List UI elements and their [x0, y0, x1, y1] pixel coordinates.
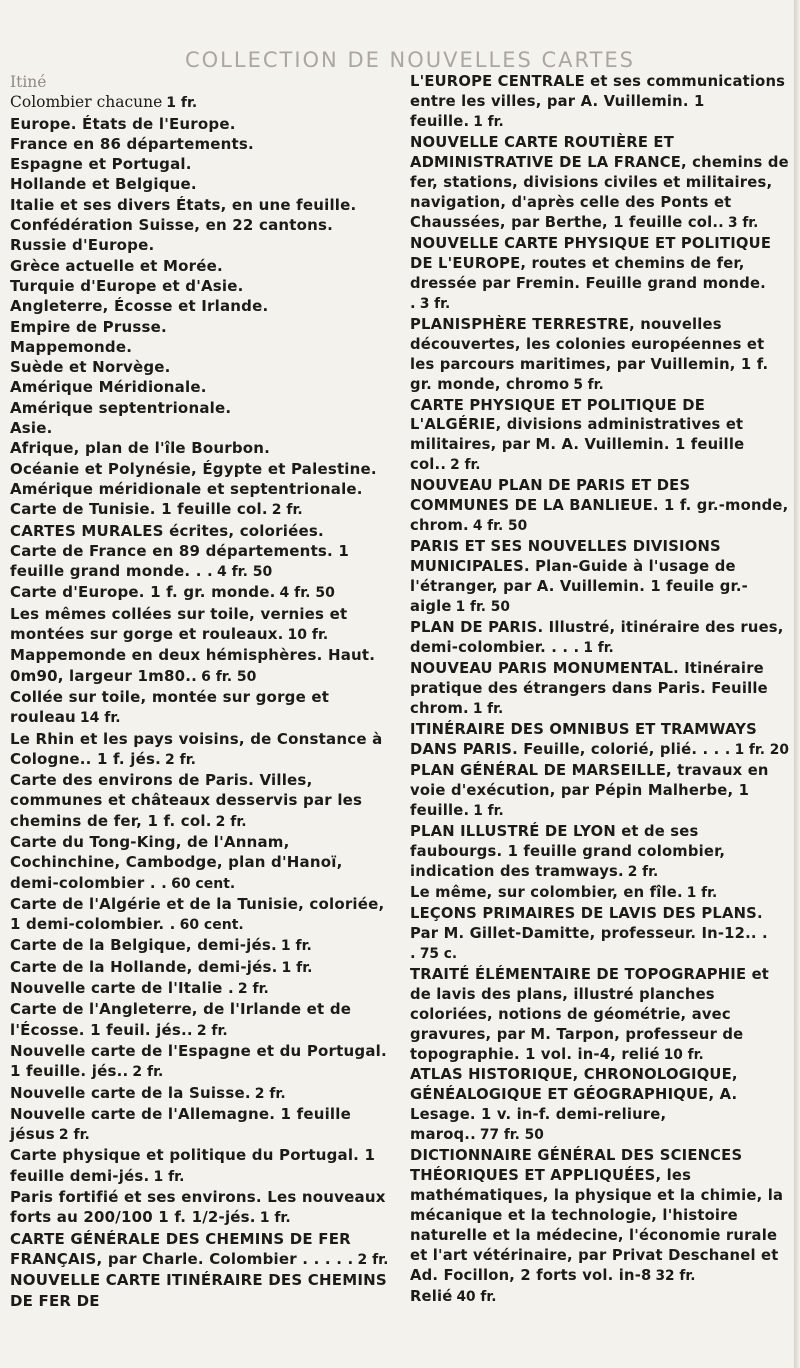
- catalog-entry: [10, 337, 395, 357]
- entry-text: Hollande et Belgique.: [10, 175, 197, 194]
- entry-text: Paris fortifié et ses environs. Les nouveaux forts au 200/100 1 f. 1/2-jés.: [10, 1188, 386, 1227]
- catalog-entry: [10, 1270, 395, 1311]
- catalog-entry: [410, 1146, 792, 1287]
- entry-text: Mappemonde en deux hémisphères. Haut. 0m90, largeur 1m80..: [10, 646, 376, 685]
- entry-text: Océanie et Polynésie, Égypte et Palestine.: [10, 459, 377, 478]
- entry-price: 60 cent.: [171, 875, 236, 892]
- entry-price: 1 fr.: [259, 1210, 291, 1227]
- entry-text: Turquie d'Europe et d'Asie.: [10, 276, 244, 295]
- entry-text: CARTE GÉNÉRALE DES CHEMINS DE FER FRANÇAIS, par Charle. Colombier . . . . .: [10, 1229, 354, 1268]
- entry-text: PLANISPHÈRE TERRESTRE, nouvelles découvertes, les colonies européennes et les parcours maritimes, par Vuillemin, 1 f. gr. monde, chromo: [410, 315, 769, 393]
- catalog-entry: [410, 720, 792, 761]
- entry-text: Mappemonde.: [10, 337, 133, 356]
- entry-price: 1 fr. 20: [734, 741, 789, 758]
- entry-text: Europe. États de l'Europe.: [10, 114, 236, 133]
- catalog-entry: [10, 832, 395, 894]
- entry-text: DICTIONNAIRE GÉNÉRAL DES SCIENCES THÉORIQUES ET APPLIQUÉES, les mathématiques, la physique et la chimie, la mécanique et la technologie, l'histoire naturelle et la médecine, l'économie rurale et l'art vétérinaire, par Privat Deschanel et Ad. Focillon, 2 forts vol. in-8: [410, 1147, 784, 1285]
- catalog-entry: [410, 659, 792, 720]
- catalog-entry: [10, 276, 395, 296]
- entry-text: NOUVEAU PARIS MONUMENTAL. Itinéraire pratique des étrangers dans Paris. Feuille chrom.: [410, 660, 768, 718]
- entry-text: L'EUROPE CENTRALE et ses communications entre les villes, par A. Vuillemin. 1 feuille.: [410, 73, 786, 130]
- catalog-entry: [10, 999, 395, 1041]
- catalog-entry: [10, 398, 395, 418]
- catalog-entry: [10, 521, 395, 541]
- entry-text: Carte du Tong-King, de l'Annam, Cochinchine, Cambodge, plan d'Hanoï, demi-colombier . .: [10, 832, 343, 892]
- catalog-entry: [10, 72, 395, 92]
- catalog-entry: [10, 438, 395, 458]
- entry-price: 60 cent.: [179, 917, 244, 934]
- entry-price: 4 fr. 50: [216, 564, 273, 581]
- entry-price: 1 fr.: [473, 802, 504, 819]
- entry-price: 1 fr. 50: [455, 599, 510, 616]
- entry-text: NOUVELLE CARTE ROUTIÈRE ET ADMINISTRATIVE DE LA FRANCE, chemins de fer, stations, divisions civiles et militaires, navigation, d'après celle des Ponts et Chaussées, par Berthe, 1 feuille col..: [410, 133, 789, 231]
- entry-text: Nouvelle carte de l'Espagne et du Portugal. 1 feuille. jés..: [10, 1041, 387, 1081]
- entry-text: CARTE PHYSIQUE ET POLITIQUE DE L'ALGÉRIE, divisions administratives et militaires, par M. A. Vuillemin. 1 feuille col..: [410, 396, 745, 474]
- catalog-entry: [10, 1041, 395, 1083]
- catalog-entry: [10, 582, 395, 603]
- entry-price: 77 fr. 50: [479, 1127, 544, 1144]
- entry-price: 10 fr.: [287, 627, 329, 644]
- entry-text: Les mêmes collées sur toile, vernies et montées sur gorge et rouleaux.: [10, 604, 348, 644]
- entry-text: Nouvelle carte de l'Allemagne. 1 feuille jésus: [10, 1104, 351, 1144]
- entry-price: 1 fr.: [686, 884, 718, 901]
- entry-text: PARIS ET SES NOUVELLES DIVISIONS MUNICIPALES. Plan-Guide à l'usage de l'étranger, par A. Vuillemin. 1 feuile gr.-aigle: [410, 538, 748, 616]
- entry-text: Nouvelle carte de l'Italie .: [10, 979, 234, 998]
- entry-text: Amérique Méridionale.: [10, 378, 207, 397]
- catalog-entry: [10, 687, 395, 729]
- catalog-entry: [10, 377, 395, 397]
- catalog-entry: [10, 114, 395, 134]
- entry-price: 1 fr.: [153, 1168, 185, 1185]
- page-edge-shadow: [794, 0, 800, 1368]
- entry-text: Angleterre, Écosse et Irlande.: [10, 297, 269, 316]
- entry-text: Relié: [410, 1288, 453, 1306]
- entry-text: Afrique, plan de l'île Bourbon.: [10, 439, 271, 458]
- entry-text: Italie et ses divers États, en une feuille.: [10, 195, 357, 214]
- catalog-entry: [10, 978, 395, 999]
- catalog-entry: [410, 1287, 792, 1308]
- entry-text: NOUVELLE CARTE PHYSIQUE ET POLITIQUE DE L'EUROPE, routes et chemins de fer, dressée par Fremin. Feuille grand monde. .: [410, 234, 772, 312]
- entry-price: 2 fr.: [450, 457, 481, 474]
- catalog-entry: [10, 604, 395, 646]
- catalog-entry: [10, 1083, 395, 1104]
- entry-price: 2 fr.: [237, 981, 269, 998]
- entry-text: Grèce actuelle et Morée.: [10, 256, 223, 275]
- catalog-entry: [410, 761, 792, 822]
- entry-text: Carte des environs de Paris. Villes, communes et châteaux desservis par les chemins de fer, 1 f. col.: [10, 771, 363, 830]
- entry-price: 1 fr.: [166, 95, 198, 112]
- entry-text: PLAN GÉNÉRAL DE MARSEILLE, travaux en voie d'exécution, par Pépin Malherbe, 1 feuille.: [410, 761, 769, 819]
- catalog-entry: [10, 645, 395, 687]
- entry-text: Empire de Prusse.: [10, 317, 167, 336]
- catalog-entry: [10, 499, 395, 520]
- catalog-entry: [10, 479, 395, 499]
- entry-text: Suède et Norvège.: [10, 358, 171, 377]
- catalog-entry: [10, 935, 395, 956]
- entry-price: 40 fr.: [456, 1289, 497, 1306]
- entry-text: Carte d'Europe. 1 f. gr. monde.: [10, 583, 276, 602]
- entry-price: 2 fr.: [132, 1064, 164, 1081]
- entry-text: ITINÉRAIRE DES OMNIBUS ET TRAMWAYS DANS PARIS. Feuille, colorié, plié. . . .: [410, 721, 757, 758]
- catalog-entry: [10, 154, 395, 174]
- entry-price: 2 fr.: [254, 1085, 286, 1102]
- entry-text: Carte physique et politique du Portugal. 1 feuille demi-jés.: [10, 1146, 376, 1185]
- catalog-entry: [410, 1065, 792, 1146]
- entry-text: Colombier chacune: [10, 93, 163, 112]
- entry-text: NOUVEAU PLAN DE PARIS ET DES COMMUNES DE LA BANLIEUE. 1 f. gr.-monde, chrom.: [410, 477, 789, 535]
- entry-price: 2 fr.: [357, 1251, 389, 1268]
- entry-text: Le même, sur colombier, en fîle.: [410, 883, 683, 901]
- catalog-entry: [10, 1187, 395, 1229]
- entry-text: Carte de l'Angleterre, de l'Irlande et de l'Écosse. 1 feuil. jés..: [10, 1000, 352, 1039]
- entry-price: 6 fr. 50: [201, 668, 257, 685]
- catalog-entry: [10, 256, 395, 276]
- entry-price: 1 fr.: [280, 938, 312, 955]
- entry-text: Espagne et Portugal.: [10, 155, 192, 174]
- catalog-entry: [410, 822, 792, 883]
- catalog-entry: [410, 883, 792, 904]
- entry-text: Le Rhin et les pays voisins, de Constance à Cologne.. 1 f. jés.: [10, 729, 383, 768]
- catalog-entry: [410, 904, 792, 965]
- catalog-entry: [410, 133, 792, 234]
- catalog-entry: [410, 396, 792, 477]
- catalog-entry: [10, 894, 395, 936]
- entry-text: France en 86 départements.: [10, 134, 254, 153]
- catalog-entry: [10, 1229, 395, 1271]
- entry-price: 2 fr.: [165, 751, 196, 768]
- entry-text: Russie d'Europe.: [10, 236, 155, 255]
- catalog-entry: [410, 234, 792, 315]
- left-column: [10, 72, 395, 1311]
- entry-text: Carte de la Hollande, demi-jés.: [10, 957, 278, 976]
- entry-text: LEÇONS PRIMAIRES DE LAVIS DES PLANS. Par M. Gillet-Damitte, professeur. In-12.. . .: [410, 904, 768, 962]
- entry-text: Carte de la Belgique, demi-jés.: [10, 936, 277, 955]
- entry-price: 2 fr.: [58, 1127, 90, 1144]
- entry-price: 75 c.: [419, 945, 458, 962]
- entry-price: 3 fr.: [419, 295, 451, 312]
- page-header: COLLECTION DE NOUVELLES CARTES: [184, 48, 635, 72]
- entry-price: 1 fr.: [473, 113, 504, 130]
- catalog-entry: [410, 965, 792, 1066]
- catalog-entry: [10, 357, 395, 377]
- entry-text: Amérique septentrionale.: [10, 398, 232, 417]
- catalog-entry: [410, 72, 792, 133]
- catalog-entry: [10, 729, 395, 771]
- catalog-entry: [10, 317, 395, 337]
- entry-text: PLAN ILLUSTRÉ DE LYON et de ses faubourgs. 1 feuille grand colombier, indication des tramways.: [410, 822, 726, 880]
- entry-text: Carte de France en 89 départements. 1 feuille grand monde. . .: [10, 541, 350, 581]
- entry-text: CARTES MURALES écrites, coloriées.: [10, 521, 324, 540]
- catalog-entry: [10, 215, 395, 235]
- catalog-entry: [10, 235, 395, 255]
- entry-text: Asie.: [10, 419, 53, 438]
- entry-price: 1 fr.: [472, 701, 504, 718]
- entry-text: Amérique méridionale et septentrionale.: [10, 479, 363, 498]
- entry-price: 2 fr.: [627, 863, 659, 880]
- entry-price: 1 fr.: [281, 959, 313, 976]
- catalog-entry: [410, 476, 792, 537]
- entry-text: Carte de Tunisie. 1 feuille col.: [10, 500, 268, 519]
- entry-price: 2 fr.: [215, 813, 247, 830]
- entry-text: Carte de l'Algérie et de la Tunisie, coloriée, 1 demi-colombier. .: [10, 894, 385, 934]
- catalog-entry: [10, 541, 395, 583]
- catalog-entry: [10, 174, 395, 194]
- entry-price: 4 fr. 50: [472, 518, 528, 535]
- right-column: [410, 72, 792, 1308]
- catalog-entry: [410, 537, 792, 618]
- entry-price: 32 fr.: [655, 1268, 696, 1285]
- catalog-entry: [10, 1145, 395, 1187]
- catalog-entry: [10, 92, 395, 113]
- entry-text: NOUVELLE CARTE ITINÉRAIRE DES CHEMINS DE FER DE: [10, 1271, 387, 1310]
- entry-price: 10 fr.: [663, 1046, 704, 1063]
- catalog-entry: [10, 195, 395, 215]
- entry-text: Itiné: [10, 73, 47, 91]
- entry-price: 4 fr. 50: [279, 585, 335, 602]
- catalog-entry: [10, 1104, 395, 1146]
- catalog-entry: [10, 770, 395, 832]
- catalog-entry: [410, 618, 792, 659]
- entry-text: ATLAS HISTORIQUE, CHRONOLOGIQUE, GÉNÉALOGIQUE ET GÉOGRAPHIQUE, A. Lesage. 1 v. in-f. demi-reliure, maroq..: [410, 1066, 738, 1144]
- entry-text: Collée sur toile, montée sur gorge et rouleau: [10, 687, 330, 727]
- entry-price: 14 fr.: [79, 710, 121, 727]
- entry-text: TRAITÉ ÉLÉMENTAIRE DE TOPOGRAPHIE et de lavis des plans, illustré planches coloriées, notions de géométrie, avec gravures, par M. Tarpon, professeur de topographie. 1 vol. in-4, relié: [410, 965, 770, 1063]
- entry-text: Confédération Suisse, en 22 cantons.: [10, 216, 334, 235]
- catalog-entry: [10, 459, 395, 479]
- catalog-entry: [10, 957, 395, 978]
- catalog-entry: [10, 418, 395, 438]
- catalog-entry: [10, 296, 395, 316]
- entry-price: 3 fr.: [727, 214, 759, 231]
- entry-text: PLAN DE PARIS. Illustré, itinéraire des rues, demi-colombier. . . .: [410, 619, 784, 657]
- entry-price: 5 fr.: [573, 376, 604, 393]
- catalog-entry: [10, 134, 395, 154]
- entry-price: 2 fr.: [271, 502, 303, 519]
- entry-price: 1 fr.: [583, 640, 614, 657]
- catalog-entry: [410, 315, 792, 396]
- entry-text: Nouvelle carte de la Suisse.: [10, 1083, 251, 1102]
- entry-price: 2 fr.: [196, 1022, 228, 1039]
